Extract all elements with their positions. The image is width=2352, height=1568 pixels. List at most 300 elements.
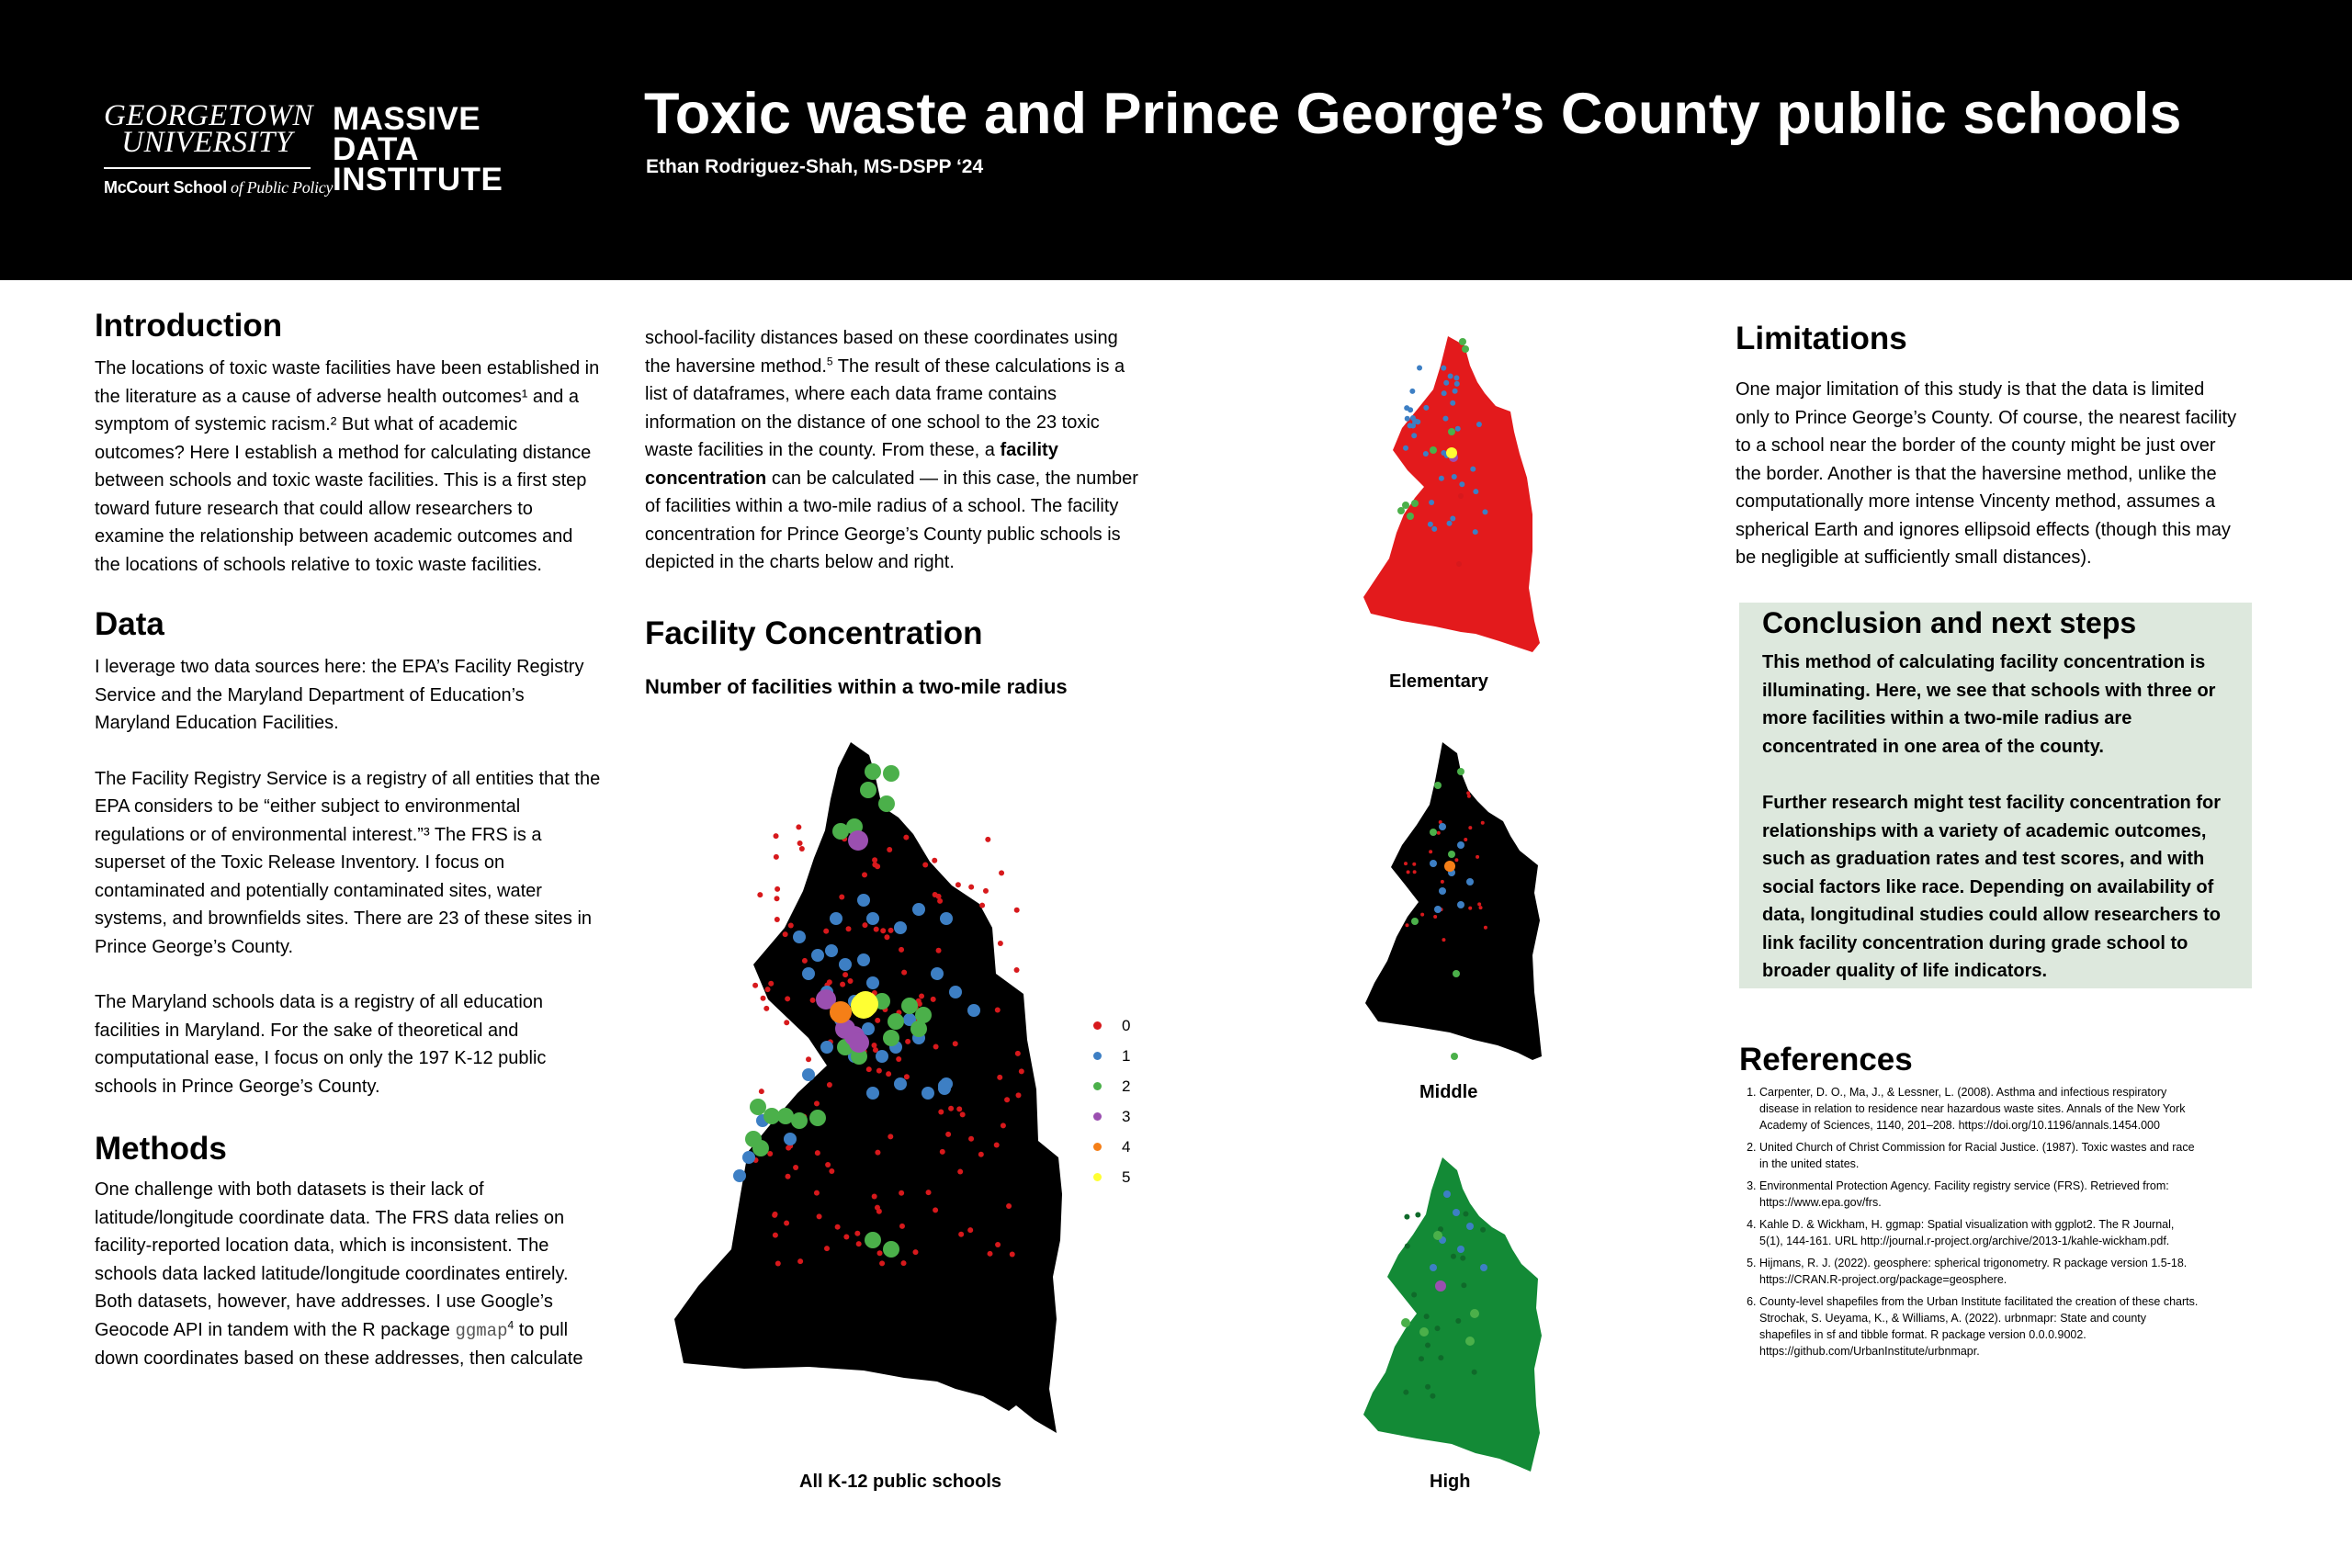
school-dot bbox=[835, 1224, 841, 1230]
school-dot bbox=[1404, 862, 1408, 865]
school-dot bbox=[995, 1008, 1001, 1013]
school-dot bbox=[865, 1232, 881, 1248]
school-dot bbox=[1405, 1244, 1410, 1249]
school-dot bbox=[940, 912, 953, 925]
school-dot bbox=[1403, 446, 1408, 451]
school-dot bbox=[1409, 389, 1415, 394]
school-dot bbox=[866, 912, 879, 925]
school-dot bbox=[1405, 416, 1410, 422]
school-dot bbox=[933, 1043, 939, 1049]
school-dot bbox=[1425, 1342, 1430, 1348]
school-dot bbox=[1438, 1355, 1443, 1360]
conclusion-para-1: This method of calculating facility concentration is illuminating. Here, we see that schools with three or more facilities within a two-mile radius are concentrated in one area of the county. bbox=[1762, 652, 2216, 757]
reference-item: 3. Environmental Protection Agency. Facility registry service (FRS). Retrieved from: https://www.epa.gov/frs. bbox=[1759, 1178, 2270, 1211]
school-dot bbox=[1425, 1384, 1430, 1390]
conclusion-para-2: Further research might test facility concentration for relationships with a variety of academic outcomes, such as graduation rates and test scores, and with social factors like race. Depending on availability of data, longitudinal studies could allow researchers to link facility concentration during grade school to broader quality of life indicators. bbox=[1762, 793, 2221, 981]
school-dot bbox=[879, 1260, 885, 1266]
school-dot bbox=[1015, 1051, 1021, 1056]
school-dot bbox=[757, 892, 763, 897]
school-dot bbox=[995, 1242, 1001, 1247]
school-dot bbox=[1459, 338, 1466, 345]
school-dot bbox=[827, 1082, 832, 1088]
school-dot bbox=[802, 1068, 815, 1081]
school-dot bbox=[968, 1136, 974, 1142]
school-dot bbox=[904, 1074, 910, 1079]
school-dot bbox=[1413, 870, 1417, 874]
school-dot bbox=[1470, 1309, 1479, 1318]
school-dot bbox=[1455, 1318, 1461, 1324]
school-dot bbox=[1433, 1231, 1442, 1240]
school-dot bbox=[1451, 1053, 1458, 1060]
school-dot bbox=[1442, 390, 1447, 396]
school-dot bbox=[1019, 1068, 1024, 1074]
school-dot bbox=[1459, 481, 1464, 487]
school-dot bbox=[772, 1213, 777, 1218]
legend-dot-icon bbox=[1093, 1173, 1102, 1181]
school-dot bbox=[1423, 405, 1429, 411]
school-dot bbox=[899, 947, 904, 953]
legend-item-0: 0 bbox=[1093, 1010, 1167, 1041]
school-dot bbox=[1476, 422, 1482, 427]
school-dot bbox=[860, 782, 876, 798]
facility-subheading: Number of facilities within a two-mile radius bbox=[645, 675, 1068, 698]
legend-dot-icon bbox=[1093, 1112, 1102, 1121]
school-dot bbox=[1453, 970, 1460, 977]
school-dot bbox=[853, 991, 878, 1017]
school-dot bbox=[1442, 938, 1445, 942]
school-dot bbox=[840, 982, 845, 987]
school-dot bbox=[820, 1041, 833, 1054]
school-dot bbox=[750, 1099, 766, 1115]
school-dot bbox=[1454, 858, 1458, 862]
school-dot bbox=[829, 1168, 834, 1174]
school-dot bbox=[846, 926, 852, 931]
legend-item-2: 2 bbox=[1093, 1071, 1167, 1101]
school-dot bbox=[866, 976, 879, 989]
legend-item-3: 3 bbox=[1093, 1101, 1167, 1132]
school-dot bbox=[912, 1249, 918, 1255]
school-dot bbox=[1001, 1122, 1006, 1128]
school-dot bbox=[1470, 467, 1476, 472]
school-dot bbox=[1476, 855, 1479, 859]
school-dot bbox=[825, 944, 838, 957]
school-dot bbox=[775, 917, 780, 922]
school-dot bbox=[765, 987, 771, 992]
school-dot bbox=[1453, 375, 1459, 380]
school-dot bbox=[1424, 1314, 1430, 1319]
school-dot bbox=[1460, 1256, 1465, 1261]
conclusion-box bbox=[1739, 603, 2252, 988]
school-dot bbox=[1437, 831, 1441, 835]
school-dot bbox=[894, 1077, 907, 1090]
school-dot bbox=[1419, 1356, 1424, 1361]
school-dot bbox=[1464, 838, 1467, 841]
school-dot bbox=[999, 870, 1004, 875]
school-dot bbox=[901, 970, 907, 976]
school-dot bbox=[761, 996, 766, 1001]
school-dot bbox=[1458, 493, 1464, 499]
school-dot bbox=[956, 882, 961, 887]
school-dot bbox=[901, 998, 918, 1014]
school-dot bbox=[1448, 428, 1455, 435]
school-dot bbox=[773, 1233, 778, 1238]
school-dot bbox=[903, 835, 909, 840]
school-dot bbox=[1480, 1227, 1486, 1233]
school-dot bbox=[1430, 1393, 1435, 1399]
school-dot bbox=[786, 1174, 791, 1179]
school-dot bbox=[775, 1260, 781, 1266]
school-dot bbox=[866, 1066, 872, 1072]
methods-heading: Methods bbox=[95, 1131, 227, 1167]
school-dot bbox=[940, 1149, 945, 1155]
reference-item: 4. Kahle D. & Wickham, H. ggmap: Spatial visualization with ggplot2. The R Journal, 5(1), 144-161. URL http://journal.r-project.org/archive/2013-1/kahle-wickham.pdf. bbox=[1759, 1216, 2270, 1249]
school-dot bbox=[793, 931, 806, 943]
school-dot bbox=[1457, 841, 1464, 849]
school-dot bbox=[1465, 1337, 1475, 1346]
school-dot bbox=[1466, 791, 1470, 795]
school-dot bbox=[953, 1041, 958, 1046]
school-dot bbox=[1404, 1214, 1409, 1220]
school-dot bbox=[1451, 1254, 1456, 1259]
school-dot bbox=[886, 1071, 891, 1077]
school-dot bbox=[1450, 400, 1455, 406]
school-dot bbox=[883, 1241, 899, 1258]
school-dot bbox=[888, 1134, 893, 1139]
school-dot bbox=[854, 1231, 860, 1236]
school-dot bbox=[1439, 476, 1444, 481]
school-dot bbox=[933, 1207, 938, 1213]
methods-text: One challenge with both datasets is their lack of latitude/longitude coordinate data. The FRS data relies on facility-reported location data, which is inconsistent. The schools data lacked latitude/longitude coordinates entirely. Both datasets, however, have addresses. I use Google’s Geocode API in tandem with the R package ggmap$^4$ to pull down coordinates based on these addresses, then calculate bbox=[95, 1179, 583, 1369]
school-dot bbox=[1480, 1264, 1487, 1271]
school-dot bbox=[797, 1258, 803, 1264]
map-legend bbox=[1093, 1010, 1167, 1192]
references-heading: References bbox=[1739, 1042, 1913, 1077]
school-dot bbox=[936, 948, 942, 953]
school-dot bbox=[862, 922, 867, 928]
school-dot bbox=[1015, 1092, 1021, 1098]
school-dot bbox=[1419, 1327, 1429, 1337]
school-dot bbox=[1443, 1190, 1451, 1198]
school-dot bbox=[1435, 1325, 1441, 1331]
school-dot bbox=[905, 1039, 910, 1044]
data-text: I leverage two data sources here: the EPA’s Facility Registry Service and the Maryland Department of Education’s Maryland Education Facilities. The Facility Registry Service is a registry of all entities that the EPA considers to be “either subject to environmental regulations or of environmental interest.”³ The FRS is a superset of the Toxic Release Inventory. I focus on contaminated and potentially contaminated sites, water systems, and brownfields sites. There are 23 of these sites in Prince George’s County. The Maryland schools data is a registry of all education facilities in Maryland. For the sake of theoretical and computational ease, I focus on only the 197 K-12 public schools in Prince George’s County. bbox=[95, 657, 601, 1097]
school-dot bbox=[857, 953, 870, 966]
school-dot bbox=[1431, 526, 1437, 532]
school-dot bbox=[1429, 500, 1434, 505]
school-dot bbox=[788, 922, 794, 928]
school-dot bbox=[985, 837, 990, 842]
school-dot bbox=[899, 1224, 905, 1229]
school-dot bbox=[1444, 861, 1455, 872]
school-dot bbox=[875, 1018, 880, 1023]
school-dot bbox=[1477, 902, 1481, 906]
school-dot bbox=[1453, 1209, 1460, 1216]
school-dot bbox=[839, 894, 844, 899]
university-wordmark: GEORGETOWN UNIVERSITY bbox=[104, 99, 314, 159]
legend-dot-icon bbox=[1093, 1082, 1102, 1090]
legend-item-4: 4 bbox=[1093, 1132, 1167, 1162]
school-dot bbox=[1417, 366, 1422, 371]
conclusion-heading: Conclusion and next steps bbox=[1762, 606, 2137, 639]
school-dot bbox=[1441, 450, 1446, 456]
school-dot bbox=[802, 958, 808, 964]
school-dot bbox=[872, 857, 877, 863]
school-dot bbox=[775, 896, 780, 901]
school-dot bbox=[811, 949, 824, 962]
references-list bbox=[1736, 1084, 2270, 1365]
school-dot bbox=[1479, 906, 1483, 909]
poster-title: Toxic waste and Prince George’s County public schools bbox=[644, 82, 2182, 146]
school-dot bbox=[1401, 1318, 1410, 1327]
school-dot bbox=[752, 983, 758, 988]
school-dot bbox=[1411, 433, 1417, 438]
school-dot bbox=[1433, 915, 1437, 919]
school-dot bbox=[1010, 1252, 1015, 1258]
school-dot bbox=[919, 993, 924, 998]
school-dot bbox=[1428, 522, 1433, 527]
school-dot bbox=[994, 1142, 1000, 1147]
school-dot bbox=[883, 1030, 899, 1046]
school-dot bbox=[849, 1032, 869, 1053]
school-dot bbox=[910, 1021, 927, 1037]
reference-item: 5. Hijmans, R. J. (2022). geosphere: spherical trigonometry. R package version 1.5-18. https://CRAN.R-project.org/package=geosphere. bbox=[1759, 1255, 2270, 1288]
school-dot bbox=[848, 978, 854, 984]
school-dot bbox=[1466, 1223, 1474, 1230]
limitations-heading: Limitations bbox=[1736, 321, 1907, 356]
school-dot bbox=[802, 967, 815, 980]
school-dot bbox=[888, 1013, 904, 1030]
school-dot bbox=[733, 1169, 746, 1182]
school-dot bbox=[817, 1213, 822, 1219]
school-dot bbox=[768, 981, 774, 987]
school-dot bbox=[931, 997, 936, 1002]
institute-logo: MASSIVE DATA INSTITUTE bbox=[333, 101, 503, 197]
school-dot bbox=[957, 1169, 963, 1175]
school-dot bbox=[775, 886, 780, 892]
school-dot bbox=[774, 854, 779, 860]
school-dot bbox=[830, 1001, 852, 1023]
school-dot bbox=[1457, 901, 1464, 908]
school-dot bbox=[945, 1132, 951, 1137]
high-map-caption: High bbox=[1430, 1472, 1471, 1492]
school-dot bbox=[1452, 474, 1457, 479]
school-dot bbox=[1014, 967, 1020, 973]
limitations-text: One major limitation of this study is that the data is limited only to Prince George’s County. Of course, the nearest facility to a school near the border of the county might be just over the border. Another is that the haversine method, unlike the computationally more intense Vincenty method, assumes a spherical Earth and ignores ellipsoid effects (though this may be negligible at sufficiently small distances). bbox=[1736, 379, 2237, 568]
data-heading: Data bbox=[95, 606, 164, 642]
school-dot bbox=[932, 858, 937, 863]
legend-item-5: 5 bbox=[1093, 1162, 1167, 1192]
legend-dot-icon bbox=[1093, 1052, 1102, 1060]
school-dot bbox=[1463, 1212, 1468, 1217]
school-dot bbox=[998, 941, 1003, 946]
school-dot bbox=[797, 840, 803, 846]
school-dot bbox=[1429, 850, 1432, 853]
school-dot bbox=[997, 1075, 1002, 1080]
school-dot bbox=[857, 894, 870, 907]
school-dot bbox=[784, 1221, 789, 1226]
school-dot bbox=[948, 1106, 954, 1111]
school-dot bbox=[878, 795, 895, 812]
school-dot bbox=[979, 903, 985, 908]
school-dot bbox=[874, 927, 879, 932]
school-dot bbox=[1435, 1280, 1446, 1292]
school-dot bbox=[1481, 821, 1485, 825]
school-dot bbox=[922, 1087, 934, 1100]
school-dot bbox=[783, 931, 788, 937]
school-dot bbox=[1408, 407, 1413, 412]
school-dot bbox=[876, 1050, 888, 1063]
school-dot bbox=[1450, 515, 1455, 521]
school-dot bbox=[1456, 561, 1462, 567]
school-dot bbox=[759, 1089, 764, 1094]
school-dot bbox=[1430, 1264, 1437, 1271]
school-dot bbox=[1441, 880, 1444, 884]
school-dot bbox=[949, 986, 962, 998]
school-dot bbox=[1412, 863, 1416, 866]
school-dot bbox=[814, 1100, 820, 1106]
school-dot bbox=[799, 846, 805, 852]
introduction-text: The locations of toxic waste facilities have been established in the literature as a cause of adverse health outcomes¹ and a symptom of systemic racism.² But what of academic outcomes? Here I establish a method for calculating distance between schools and toxic waste facilities. This is a first step toward future research that could allow researchers to examine the relationship between academic outcomes and the locations of schools relative to toxic waste facilities. bbox=[95, 358, 600, 575]
school-dot bbox=[1457, 768, 1464, 775]
school-dot bbox=[1423, 451, 1429, 457]
school-dot bbox=[884, 934, 889, 940]
school-dot bbox=[843, 1235, 849, 1240]
school-dot bbox=[988, 1251, 993, 1257]
school-dot bbox=[1411, 1292, 1417, 1297]
school-dot bbox=[1467, 795, 1471, 798]
school-dot bbox=[1462, 345, 1469, 353]
school-dot bbox=[1439, 823, 1446, 830]
school-dot bbox=[978, 1152, 984, 1157]
school-dot bbox=[1461, 1282, 1466, 1288]
school-dot bbox=[1443, 380, 1449, 386]
school-dot bbox=[1472, 1370, 1477, 1375]
county-map-elementary bbox=[1363, 336, 1540, 652]
school-dot bbox=[856, 1241, 862, 1247]
school-dot bbox=[842, 972, 848, 977]
school-dot bbox=[1412, 419, 1418, 424]
main-map-caption: All K-12 public schools bbox=[799, 1472, 1002, 1492]
school-dot bbox=[774, 833, 779, 839]
school-dot bbox=[872, 862, 877, 867]
school-dot bbox=[823, 929, 829, 934]
school-dot bbox=[899, 1190, 904, 1196]
facility-concentration-heading: Facility Concentration bbox=[645, 615, 983, 651]
school-dot bbox=[1406, 923, 1409, 927]
school-dot bbox=[901, 1260, 907, 1266]
school-dot bbox=[956, 1106, 962, 1111]
school-dot bbox=[815, 1150, 820, 1156]
school-dot bbox=[1442, 416, 1448, 422]
school-dot bbox=[937, 898, 943, 904]
county-map-high bbox=[1363, 1157, 1542, 1472]
school-dot bbox=[933, 892, 938, 897]
methods-continued-text: school-facility distances based on these coordinates using the haversine method.$^5$ The result of these calculations is a list of dataframes, where each data frame contains information on the distance of one school to the 23 toxic waste facilities in the county. From these, a facility concentration can be calculated — in this case, the number of facilities within a two-mile radius of a school. The facility concentration for Prince George’s County public schools is depicted in the charts below and right. bbox=[645, 328, 1138, 572]
school-dot bbox=[1484, 926, 1487, 930]
school-dot bbox=[1407, 870, 1410, 874]
school-dot bbox=[1447, 521, 1453, 526]
school-dot bbox=[1434, 782, 1442, 789]
school-dot bbox=[796, 824, 801, 829]
school-dot bbox=[1014, 908, 1020, 913]
school-dot bbox=[872, 1193, 877, 1199]
school-dot bbox=[1454, 381, 1460, 387]
school-dot bbox=[784, 1133, 797, 1145]
school-dot bbox=[926, 1190, 932, 1195]
school-dot bbox=[983, 888, 989, 894]
school-dot bbox=[784, 1020, 789, 1025]
legend-dot-icon bbox=[1093, 1021, 1102, 1030]
elementary-map-caption: Elementary bbox=[1389, 671, 1488, 692]
school-dot bbox=[1468, 907, 1472, 910]
school-dot bbox=[967, 1004, 980, 1017]
school-dot bbox=[1482, 509, 1487, 514]
school-name: McCourt School of Public Policy bbox=[104, 178, 334, 197]
school-dot bbox=[1420, 913, 1424, 917]
middle-map-caption: Middle bbox=[1419, 1082, 1478, 1102]
school-dot bbox=[960, 1111, 966, 1117]
school-dot bbox=[958, 1232, 964, 1237]
introduction-heading: Introduction bbox=[95, 308, 283, 344]
school-dot bbox=[862, 872, 867, 877]
school-dot bbox=[1403, 1390, 1408, 1395]
school-dot bbox=[806, 1056, 811, 1062]
school-dot bbox=[1430, 446, 1437, 454]
author-line: Ethan Rodriguez-Shah, MS-DSPP ‘24 bbox=[646, 156, 984, 177]
school-dot bbox=[1453, 389, 1458, 394]
school-dot bbox=[814, 1190, 820, 1196]
reference-item: 1. Carpenter, D. O., Ma, J., & Lessner, L. (2008). Asthma and infectious respiratory disease in relation to residence near hazardous waste sites. Annals of the New York Academy of Sciences, 1140, 201–208. https://doi.org/10.1196/annals.1454.000 bbox=[1759, 1084, 2270, 1134]
school-dot bbox=[896, 1056, 901, 1062]
school-dot bbox=[824, 1246, 830, 1251]
legend-dot-icon bbox=[1093, 1143, 1102, 1151]
school-dot bbox=[1448, 373, 1453, 378]
school-dot bbox=[1006, 1203, 1012, 1209]
school-dot bbox=[785, 996, 790, 1001]
school-dot bbox=[1407, 513, 1414, 520]
school-dot bbox=[827, 979, 832, 985]
school-dot bbox=[887, 847, 892, 852]
school-dot bbox=[1439, 887, 1446, 895]
school-dot bbox=[894, 921, 907, 934]
school-dot bbox=[967, 1227, 973, 1233]
school-dot bbox=[877, 1250, 883, 1256]
school-dot bbox=[810, 998, 816, 1003]
school-dot bbox=[793, 1165, 798, 1170]
school-dot bbox=[1473, 529, 1478, 535]
school-dot bbox=[809, 1110, 826, 1126]
school-dot bbox=[875, 1205, 880, 1211]
school-dot bbox=[912, 903, 925, 916]
county-map-all-schools bbox=[674, 742, 1062, 1433]
school-dot bbox=[876, 1068, 882, 1074]
school-dot bbox=[825, 1162, 831, 1168]
school-dot bbox=[1448, 851, 1455, 858]
school-dot bbox=[1441, 366, 1446, 371]
reference-item: 6. County-level shapefiles from the Urban Institute facilitated the creation of these charts. Strochak, S. Ueyama, K., & Williams, A. (2022). urbnmapr: State and county shapefiles in sf and tibble format. R package version 0.0.0.9002. https://github.com/UrbanInstitute/urbnmapr. bbox=[1759, 1293, 2270, 1359]
school-dot bbox=[848, 830, 868, 851]
school-dot bbox=[1473, 489, 1478, 494]
school-dot bbox=[742, 1151, 755, 1164]
school-dot bbox=[791, 1112, 808, 1129]
school-dot bbox=[763, 1006, 769, 1011]
school-dot bbox=[866, 1087, 879, 1100]
school-dot bbox=[1004, 1097, 1010, 1102]
school-dot bbox=[1457, 1246, 1464, 1253]
school-dot bbox=[865, 763, 881, 780]
school-dot bbox=[1397, 507, 1405, 514]
school-dot bbox=[1411, 500, 1419, 507]
